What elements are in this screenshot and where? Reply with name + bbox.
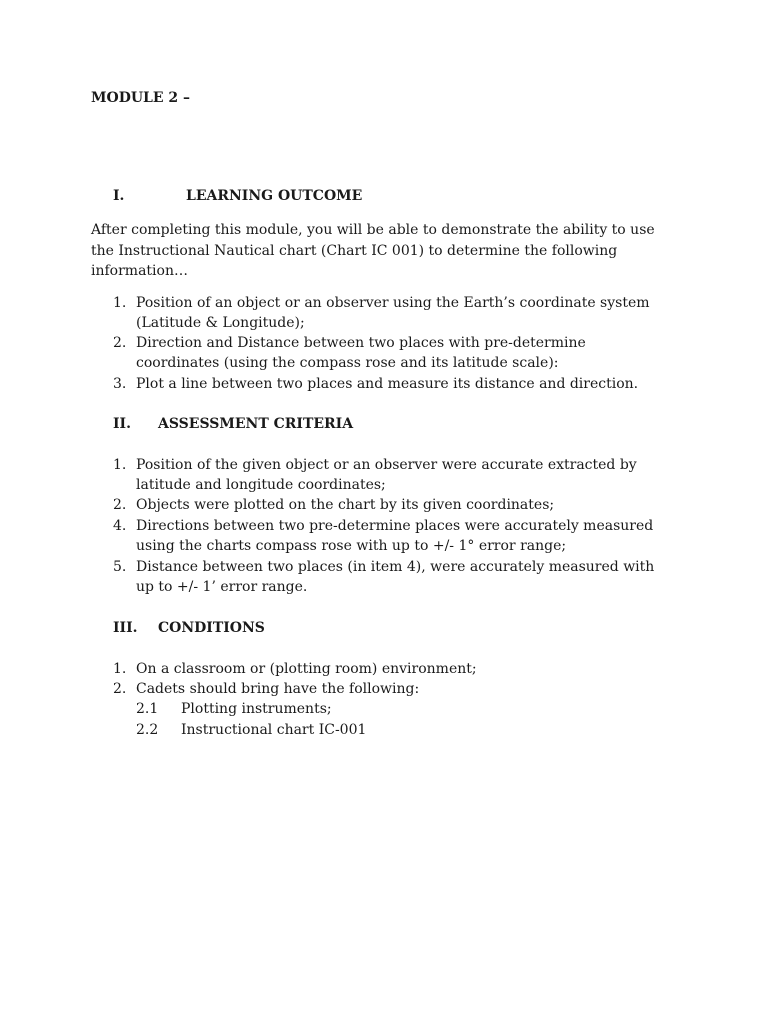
section-1-item-1-line-2: (Latitude & Longitude); bbox=[136, 315, 305, 331]
section-2-item-4-line-1: Distance between two places (in item 4), were accurately measured with bbox=[136, 559, 655, 575]
section-3-title: CONDITIONS bbox=[158, 620, 265, 636]
section-1-title: LEARNING OUTCOME bbox=[186, 188, 363, 204]
section-1-intro-line-3: information… bbox=[91, 263, 188, 279]
section-1-numeral: I. bbox=[113, 188, 125, 204]
section-2-item-1-num: 1. bbox=[113, 457, 127, 473]
section-1-intro-line-2: the Instructional Nautical chart (Chart IC 001) to determine the following bbox=[91, 243, 618, 259]
section-1-item-2-line-1: Direction and Distance between two places with pre-determine bbox=[136, 335, 586, 351]
section-2-item-2-num: 2. bbox=[113, 497, 127, 513]
section-3-subitem-1-text: Plotting instruments; bbox=[181, 701, 332, 717]
section-2-item-3-num: 4. bbox=[113, 518, 127, 534]
section-2-item-3-line-1: Directions between two pre-determine places were accurately measured bbox=[136, 518, 654, 534]
section-3-item-2-num: 2. bbox=[113, 681, 127, 697]
section-3-item-1-line-1: On a classroom or (plotting room) environment; bbox=[136, 661, 477, 677]
section-3-item-2-line-1: Cadets should bring have the following: bbox=[136, 681, 420, 697]
section-1-item-1-line-1: Position of an object or an observer using the Earth’s coordinate system bbox=[136, 295, 650, 311]
section-3-numeral: III. bbox=[113, 620, 138, 636]
section-3-item-1-num: 1. bbox=[113, 661, 127, 677]
section-1-item-2-num: 2. bbox=[113, 335, 127, 351]
section-3-subitem-2-num: 2.2 bbox=[136, 722, 159, 738]
section-3-subitem-2-text: Instructional chart IC-001 bbox=[181, 722, 367, 738]
section-1-item-2-line-2: coordinates (using the compass rose and its latitude scale): bbox=[136, 355, 559, 371]
section-2-item-4-line-2: up to +/- 1’ error range. bbox=[136, 579, 308, 595]
module-title: MODULE 2 – bbox=[91, 90, 191, 106]
section-2-item-1-line-2: latitude and longitude coordinates; bbox=[136, 477, 386, 493]
section-2-title: ASSESSMENT CRITERIA bbox=[158, 416, 354, 432]
section-1-intro-line-1: After completing this module, you will be able to demonstrate the ability to use bbox=[91, 222, 655, 238]
section-1-item-1-num: 1. bbox=[113, 295, 127, 311]
section-2-numeral: II. bbox=[113, 416, 131, 432]
section-2-item-1-line-1: Position of the given object or an observer were accurate extracted by bbox=[136, 457, 637, 473]
section-3-subitem-1-num: 2.1 bbox=[136, 701, 159, 717]
section-2-item-4-num: 5. bbox=[113, 559, 127, 575]
section-2-item-3-line-2: using the charts compass rose with up to +/- 1° error range; bbox=[136, 538, 567, 554]
section-1-item-3-num: 3. bbox=[113, 376, 127, 392]
section-1-item-3-line-1: Plot a line between two places and measure its distance and direction. bbox=[136, 376, 639, 392]
section-2-item-2-line-1: Objects were plotted on the chart by its given coordinates; bbox=[136, 497, 555, 513]
